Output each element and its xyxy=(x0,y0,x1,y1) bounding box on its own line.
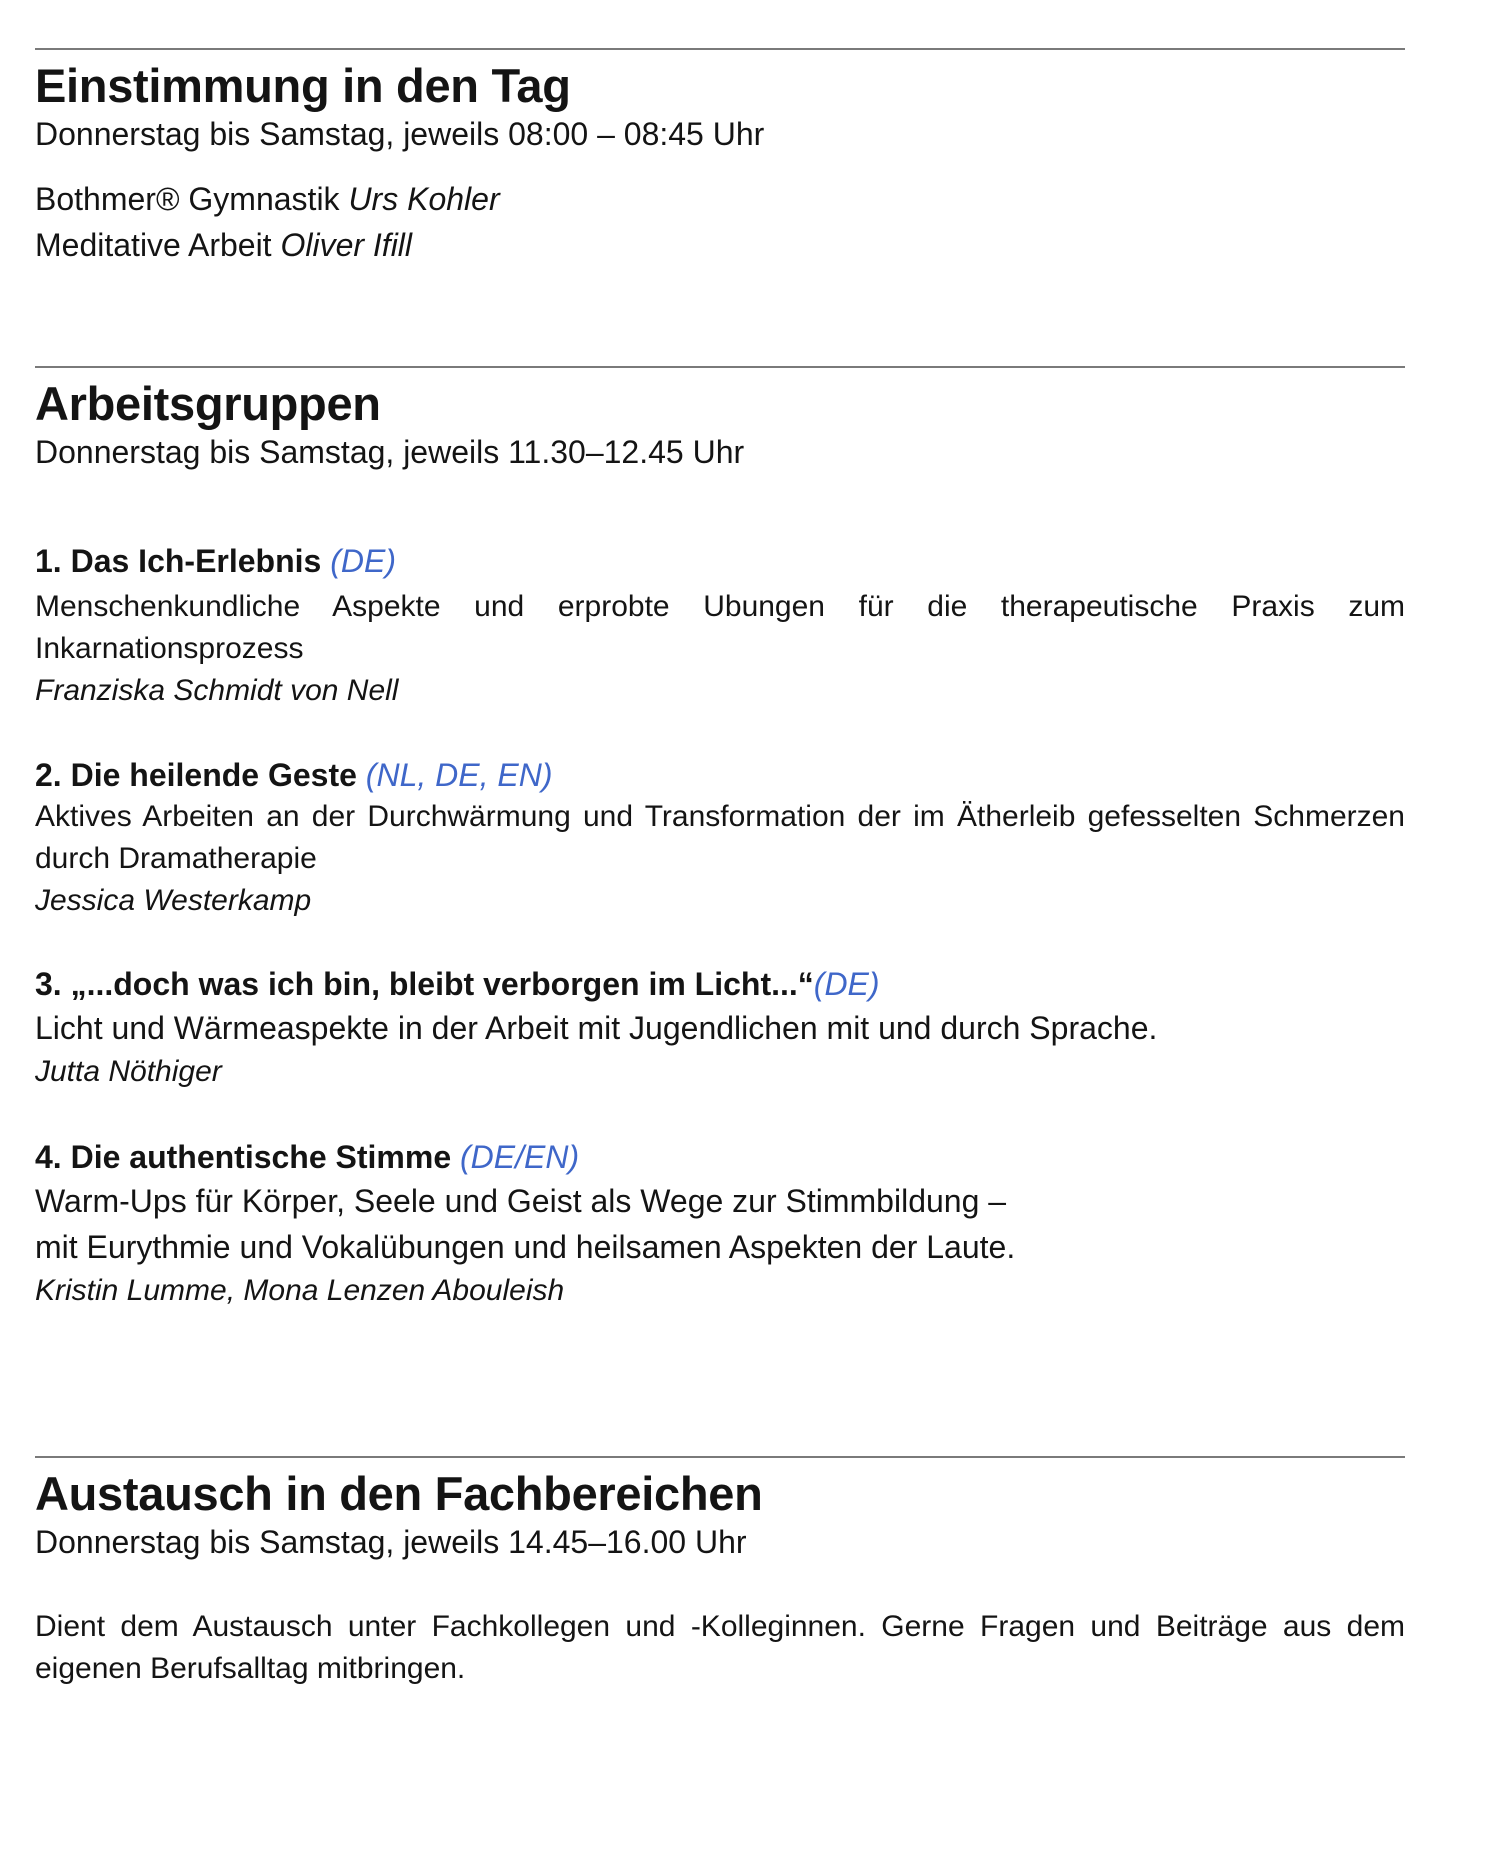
section-divider xyxy=(35,48,1405,50)
language-tag: (DE) xyxy=(330,543,396,579)
language-tag: (DE/EN) xyxy=(460,1139,580,1175)
session-label: Bothmer® Gymnastik xyxy=(35,181,340,217)
section-title: Austausch in den Fachbereichen xyxy=(35,1467,763,1520)
section-einstimmung xyxy=(35,48,1405,268)
section-schedule: Donnerstag bis Samstag, jeweils 11.30–12.45 Uhr xyxy=(35,434,745,470)
workgroup-author: Jutta Nöthiger xyxy=(35,1055,222,1088)
workgroup-description: Licht und Wärmeaspekte in der Arbeit mit Jugendlichen mit und durch Sprache. xyxy=(35,1010,1158,1046)
session-line xyxy=(35,176,1405,222)
section-austausch xyxy=(35,1456,1405,1690)
workgroup-item xyxy=(35,754,1405,922)
workgroup-name: 4. Die authentische Stimme xyxy=(35,1139,452,1175)
workgroup-item xyxy=(35,963,1405,1093)
workgroup-title xyxy=(35,963,1405,1005)
session-label: Meditative Arbeit xyxy=(35,227,272,263)
language-tag: (DE) xyxy=(813,966,880,1002)
workgroup-description: Menschenkundliche Aspekte und erprobte Ubungen für die therapeutische Praxis zum Inkarnationsprozess xyxy=(35,590,1405,665)
workgroup-title xyxy=(35,754,1405,796)
workgroup-author: Kristin Lumme, Mona Lenzen Abouleish xyxy=(35,1274,565,1307)
section-divider xyxy=(35,1456,1405,1458)
section-title: Arbeitsgruppen xyxy=(35,377,381,430)
workgroup-name: 3. „...doch was ich bin, bleibt verborgen im Licht...“ xyxy=(35,966,814,1002)
workgroup-title xyxy=(35,540,1405,582)
session-person: Urs Kohler xyxy=(348,181,500,217)
section-paragraph: Dient dem Austausch unter Fachkollegen und -Kolleginnen. Gerne Fragen und Beiträge aus dem eigenen Berufsalltag mitbringen. xyxy=(35,1610,1405,1685)
workgroup-description-line: mit Eurythmie und Vokalübungen und heilsamen Aspekten der Laute. xyxy=(35,1229,1016,1265)
workgroup-name: 1. Das Ich-Erlebnis xyxy=(35,543,322,579)
workgroup-author: Franziska Schmidt von Nell xyxy=(35,674,399,707)
session-person: Oliver Ifill xyxy=(280,227,413,263)
section-divider xyxy=(35,366,1405,368)
section-schedule: Donnerstag bis Samstag, jeweils 14.45–16.00 Uhr xyxy=(35,1524,747,1560)
workgroup-author: Jessica Westerkamp xyxy=(35,884,312,917)
workgroup-title xyxy=(35,1136,1405,1178)
workgroup-description-line: Warm-Ups für Körper, Seele und Geist als Wege zur Stimmbildung – xyxy=(35,1183,1007,1219)
workgroup-item xyxy=(35,540,1405,712)
workgroup-description: Aktives Arbeiten an der Durchwärmung und Transformation der im Ätherleib gefesselten Schmerzen durch Dramatherapie xyxy=(35,800,1405,875)
section-schedule: Donnerstag bis Samstag, jeweils 08:00 – 08:45 Uhr xyxy=(35,116,765,152)
session-line xyxy=(35,222,1405,268)
workgroup-name: 2. Die heilende Geste xyxy=(35,757,357,793)
workgroup-item xyxy=(35,1136,1405,1312)
language-tag: (NL, DE, EN) xyxy=(365,757,553,793)
section-title: Einstimmung in den Tag xyxy=(35,59,571,112)
section-arbeitsgruppen xyxy=(35,366,1405,1307)
